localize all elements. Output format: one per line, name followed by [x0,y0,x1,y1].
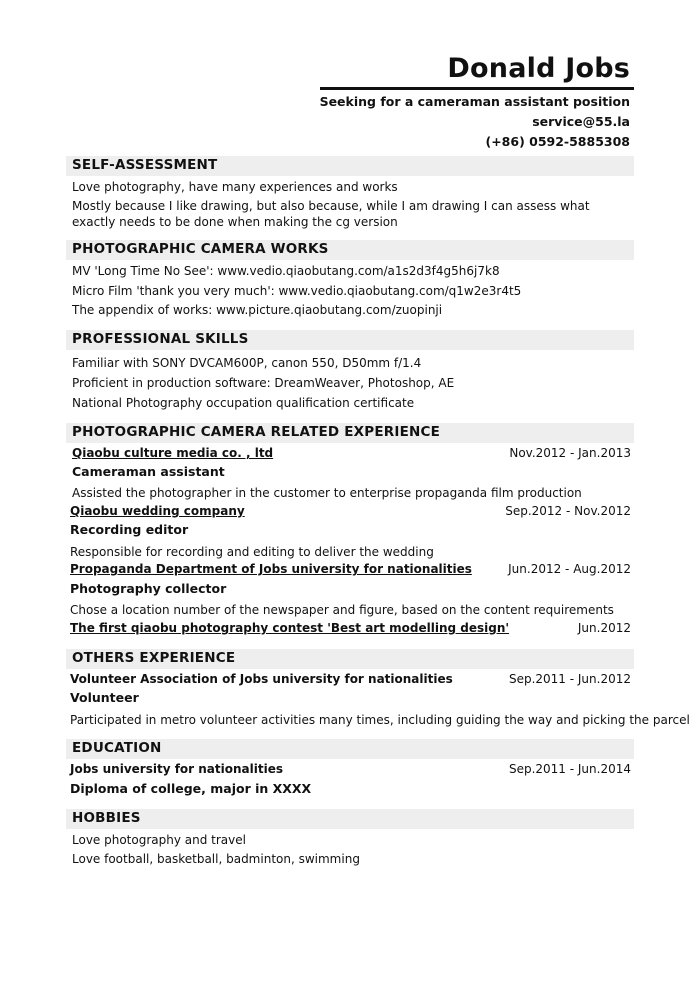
camera-works-line: The appendix of works: www.picture.qiaobutang.com/zuopinji [72,303,443,317]
experience-desc: Assisted the photographer in the customer to enterprise propaganda film production [72,486,582,500]
others-desc: Participated in metro volunteer activities many times, including guiding the way and picking the parcel [70,713,690,727]
self-assessment-line: Mostly because I like drawing, but also because, while I am drawing I can assess what exactly needs to be done when making the cg version [72,199,590,229]
section-header-self-assessment [66,156,634,176]
experience-role: Cameraman assistant [72,464,225,479]
skills-line: Familiar with SONY DVCAM600P, canon 550, D50mm f/1.4 [72,356,422,370]
section-title: EDUCATION [72,740,162,756]
section-header-experience [66,423,634,443]
skills-line: National Photography occupation qualification certificate [72,396,415,410]
experience-org: Qiaobu culture media co. , ltd [72,446,274,460]
section-title: HOBBIES [72,810,141,826]
experience-date: Jun.2012 [577,621,631,635]
camera-works-line: MV 'Long Time No See': www.vedio.qiaobutang.com/a1s2d3f4g5h6j7k8 [72,264,500,278]
section-title: OTHERS EXPERIENCE [72,650,236,666]
email-text: service@55.la [532,114,630,129]
camera-works-line: Micro Film 'thank you very much': www.vedio.qiaobutang.com/q1w2e3r4t5 [72,284,522,298]
others-date: Sep.2011 - Jun.2012 [508,672,631,686]
candidate-name: Donald Jobs [447,53,630,84]
section-header-skills [66,330,634,350]
experience-org: The first qiaobu photography contest 'Best art modelling design' [70,621,510,635]
experience-date: Nov.2012 - Jan.2013 [509,446,631,460]
education-degree: Diploma of college, major in XXXX [70,781,312,796]
section-header-education [66,739,634,759]
experience-org: Propaganda Department of Jobs university for nationalities [70,562,472,576]
phone-text: (+86) 0592-5885308 [485,134,630,149]
experience-desc: Responsible for recording and editing to deliver the wedding [70,545,434,559]
section-title: PHOTOGRAPHIC CAMERA WORKS [72,241,329,257]
experience-date: Sep.2012 - Nov.2012 [505,504,631,518]
education-school: Jobs university for nationalities [70,762,283,776]
experience-desc: Chose a location number of the newspaper and figure, based on the content requirements [70,603,614,617]
section-title: SELF-ASSESSMENT [72,157,218,173]
self-assessment-line: Love photography, have many experiences and works [72,180,398,194]
name-underline-rule [320,87,634,90]
others-org: Volunteer Association of Jobs university for nationalities [70,672,453,686]
experience-role: Photography collector [70,581,227,596]
section-title: PROFESSIONAL SKILLS [72,331,249,347]
others-role: Volunteer [70,690,139,705]
education-date: Sep.2011 - Jun.2014 [508,762,631,776]
experience-date: Jun.2012 - Aug.2012 [508,562,631,576]
skills-line: Proficient in production software: DreamWeaver, Photoshop, AE [72,376,455,390]
section-header-camera-works [66,240,634,260]
section-header-hobbies [66,809,634,829]
section-title: PHOTOGRAPHIC CAMERA RELATED EXPERIENCE [72,424,441,440]
section-header-others [66,649,634,669]
experience-role: Recording editor [70,522,189,537]
experience-org: Qiaobu wedding company [70,504,245,518]
hobbies-line: Love football, basketball, badminton, swimming [72,852,360,866]
hobbies-line: Love photography and travel [72,833,246,847]
objective-text: Seeking for a cameraman assistant position [319,94,630,109]
